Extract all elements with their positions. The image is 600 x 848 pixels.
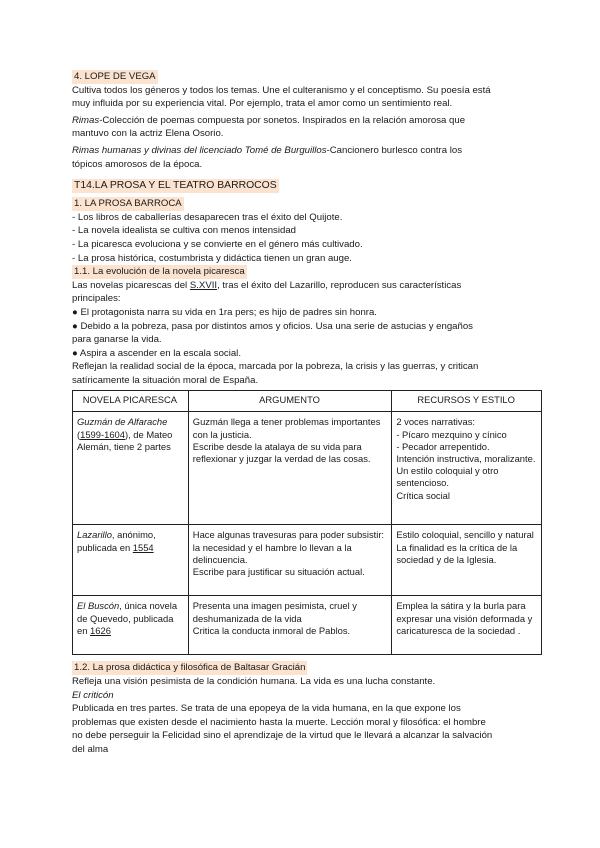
novel-date-link[interactable]: 1554 <box>132 541 154 553</box>
burguillos-title: Rimas humanas y divinas del licenciado Tomé de Burguillos <box>72 144 327 156</box>
style-line: Intención instructiva, moralizante. <box>396 453 536 465</box>
column-header: ARGUMENTO <box>188 391 392 412</box>
table-row <box>73 596 542 655</box>
intro-text-rest: , tras el éxito del Lazarillo, reproducen sus características <box>217 279 462 291</box>
argument-line: Hace algunas travesuras para poder subsistir: la necesidad y el hambre lo llevan a la delincuencia. <box>192 529 385 565</box>
criticon-text-line: Publicada en tres partes. Se trata de una epopeya de la vida humana, en la que expone los <box>72 703 461 715</box>
section11-heading-text: 1.1. La evolución de la novela picaresca <box>74 266 245 278</box>
style-line: Un estilo coloquial y otro sentencioso. <box>396 465 499 489</box>
burguillos-entry <box>72 144 542 158</box>
section11-heading <box>72 265 542 279</box>
burguillos-desc-line2: tópicos amorosos de la época. <box>72 158 203 170</box>
novel-cell <box>73 596 189 655</box>
rimas-desc-line2: mantuvo con la actriz Elena Osorio. <box>72 128 224 140</box>
column-header: NOVELA PICARESCA <box>73 391 189 412</box>
style-line: Crítica social <box>396 489 450 501</box>
section1-heading <box>72 197 542 211</box>
unit-heading <box>72 179 542 193</box>
style-line: Estilo coloquial, sencillo y natural <box>396 529 534 541</box>
argument-line: Escribe para justificar su situación actual. <box>192 566 365 578</box>
argument-line: Guzmán llega a tener problemas importantes con la justicia. <box>192 416 381 440</box>
style-cell <box>392 412 542 525</box>
list-item-continued: para ganarse la vida. <box>72 334 162 346</box>
lope-heading-text: 4. LOPE DE VEGA <box>74 71 156 82</box>
novel-title: Guzmán de Alfarache <box>77 416 168 428</box>
section11-reflect: Reflejan la realidad social de la época, marcada por la pobreza, la crisis y las guerras, y critican <box>72 361 479 373</box>
argument-line: Critica la conducta inmoral de Pablos. <box>192 624 351 636</box>
criticon-text-line: del alma <box>72 744 109 756</box>
novel-date-link[interactable]: 1626 <box>90 624 111 636</box>
criticon-text-line: problemas que existen desde el nacimiento hasta la muerte. Lección moral y filosófica: el hombre <box>72 716 486 728</box>
style-line: La finalidad es la crítica de la sociedad y de la Iglesia. <box>396 541 518 565</box>
picaresque-table <box>72 390 542 655</box>
rimas-desc: -Colección de poemas compuesta por sonetos. Inspirados en la relación amorosa que <box>99 114 466 126</box>
section12-intro: Refleja una visión pesimista de la condición humana. La vida es una lucha constante. <box>72 676 436 688</box>
criticon-text-line: no debe perseguir la Felicidad sino el aprendizaje de la virtud que le llevará a alcanzar la salvación <box>72 730 493 742</box>
novel-title: El Buscón <box>77 600 120 612</box>
column-header: RECURSOS Y ESTILO <box>392 391 542 412</box>
novel-date-link[interactable]: 1599-1604 <box>80 428 125 440</box>
novel-cell <box>73 525 189 596</box>
table-header-row <box>73 391 542 412</box>
argument-cell <box>188 596 392 655</box>
list-item: - La novela idealista se cultiva con menos intensidad <box>72 225 296 237</box>
section11-reflect-line2: satíricamente la situación moral de España. <box>72 374 259 386</box>
novel-desc: , única novela de Quevedo, publicada en <box>77 600 178 636</box>
burguillos-desc: -Cancionero burlesco contra los <box>326 144 462 156</box>
style-cell <box>392 525 542 596</box>
section11-intro <box>72 279 542 293</box>
list-item: - La picaresca evoluciona y se convierte en el género más cultivado. <box>72 238 363 250</box>
list-item: - La prosa histórica, costumbrista y didáctica tienen un gran auge. <box>72 252 352 264</box>
style-line: 2 voces narrativas: <box>396 416 475 428</box>
list-item: ● El protagonista narra su vida en 1ra pers; es hijo de padres sin honra. <box>72 306 377 318</box>
novel-title: Lazarillo <box>77 529 112 541</box>
rimas-entry <box>72 114 542 128</box>
century-link[interactable]: S.XVII <box>189 279 218 291</box>
style-line: - Pecador arrepentido. <box>396 440 490 452</box>
section11-intro-line2: principales: <box>72 293 121 305</box>
lope-heading <box>72 70 542 84</box>
list-item: ● Debido a la pobreza, pasa por distintos amos y oficios. Usa una serie de astucias y engaños <box>72 320 473 332</box>
argument-cell <box>188 525 392 596</box>
rimas-title: Rimas <box>72 114 100 126</box>
section1-heading-text: 1. LA PROSA BARROCA <box>74 198 182 210</box>
table-row <box>73 412 542 525</box>
unit-heading-text: T14.LA PROSA Y EL TEATRO BARROCOS <box>74 180 277 192</box>
section12-heading <box>72 661 542 675</box>
list-item: ● Aspira a ascender en la escala social. <box>72 347 241 359</box>
lope-text-line: Cultiva todos los géneros y todos los temas. Une el culteranismo y el conceptismo. Su poesía está <box>72 84 491 96</box>
style-line: Emplea la sátira y la burla para expresar una visión deformada y caricaturesca de la sociedad . <box>396 600 533 636</box>
argument-line: Escribe desde la atalaya de su vida para reflexionar y juzgar la verdad de las cosas. <box>192 440 371 465</box>
document-page <box>72 70 542 757</box>
novel-desc: , de Mateo Alemán, tiene 2 partes <box>77 428 173 452</box>
intro-text: Las novelas picarescas del <box>72 279 190 291</box>
criticon-title: El criticón <box>72 689 114 701</box>
section12-heading-text: 1.2. La prosa didáctica y filosófica de Baltasar Gracián <box>74 662 306 674</box>
style-line: - Pícaro mezquino y cínico <box>396 428 507 440</box>
list-item: - Los libros de caballerías desaparecen tras el éxito del Quijote. <box>72 211 343 223</box>
style-cell <box>392 596 542 655</box>
lope-text-line: muy influida por su experiencia vital. Por ejemplo, trata el amor como un sentimiento real. <box>72 98 453 110</box>
argument-cell <box>188 412 392 525</box>
novel-cell: Guzmán de Alfarache (1599-1604), de Mateo Alemán, tiene 2 partes <box>73 412 189 525</box>
table-row <box>73 525 542 596</box>
argument-line: Presenta una imagen pesimista, cruel y deshumanizada de la vida <box>192 600 357 624</box>
novel-desc: , anónimo, publicada en <box>77 529 156 553</box>
